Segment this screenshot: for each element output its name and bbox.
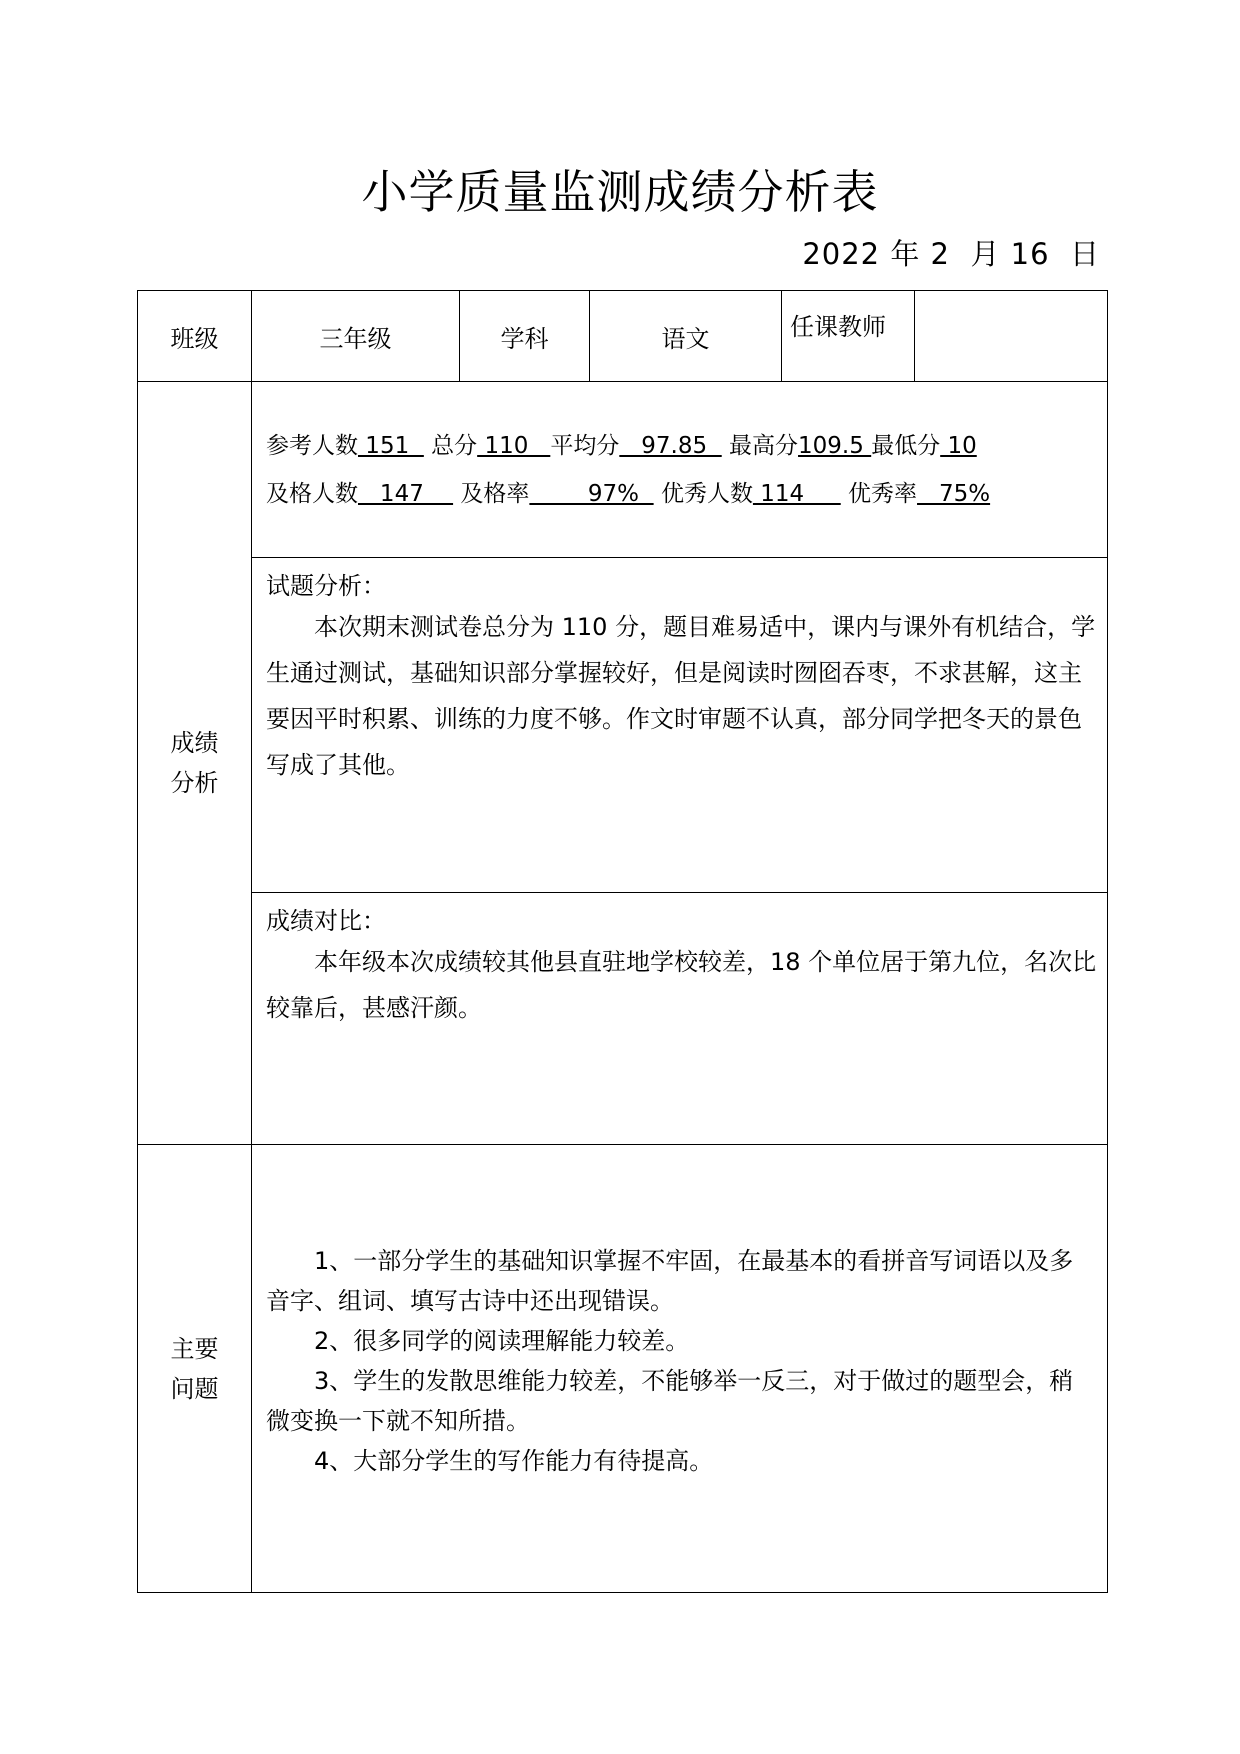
pass-rate-value: 97% <box>529 481 654 507</box>
participants-value: 151 <box>358 433 424 459</box>
question-analysis-text: 本次期末测试卷总分为 110 分，题目难易适中，课内与课外有机结合，学生通过测试，基础知识部分掌握较好，但是阅读时囫囵吞枣，不求甚解，这主要因平时积累、训练的力度不够。作文时审题不认真，部分同学把冬天的景色写成了其他。 <box>266 613 1096 779</box>
problem-item: 4、大部分学生的写作能力有待提高。 <box>314 1447 714 1475</box>
participants-label: 参考人数 <box>266 433 358 459</box>
problems-cell <box>252 1145 1108 1593</box>
stats-row <box>138 382 1108 558</box>
analysis-table <box>137 290 1108 1593</box>
header-row <box>138 291 1108 382</box>
comparison-text: 本年级本次成绩较其他县直驻地学校较差，18 个单位居于第九位，名次比较靠后，甚感汗颜。 <box>266 948 1097 1022</box>
excellent-count-value: 114 <box>752 481 841 507</box>
stats-cell <box>252 382 1108 558</box>
question-analysis-cell <box>252 558 1108 893</box>
excellent-rate-value: 75% <box>917 481 991 507</box>
excellent-rate-label: 优秀率 <box>848 481 918 507</box>
side-label-line-1: 成绩 <box>170 729 219 757</box>
comparison-title: 成绩对比： <box>266 907 386 935</box>
total-label: 总分 <box>431 433 478 459</box>
problem-item: 3、学生的发散思维能力较差，不能够举一反三，对于做过的题型会，稍微变换一下就不知所措。 <box>266 1367 1074 1435</box>
pass-count-value: 147 <box>358 481 454 507</box>
side-label-line-2: 分析 <box>170 769 219 797</box>
teacher-label: 任课教师 <box>782 291 915 382</box>
document-date: 2022 年 2 月 16 日 <box>802 237 1100 271</box>
problem-item: 2、很多同学的阅读理解能力较差。 <box>314 1327 690 1355</box>
total-value: 110 <box>477 433 551 459</box>
excellent-count-label: 优秀人数 <box>660 481 753 507</box>
score-analysis-side-label <box>138 382 252 1145</box>
comparison-row <box>138 893 1108 1145</box>
average-label: 平均分 <box>550 433 620 459</box>
problems-row <box>138 1145 1108 1593</box>
max-value: 109.5 <box>798 433 872 459</box>
min-label: 最低分 <box>871 433 941 459</box>
problems-label-line-2: 问题 <box>170 1374 219 1403</box>
problems-label-line-1: 主要 <box>170 1334 219 1363</box>
problem-item: 1、一部分学生的基础知识掌握不牢固，在最基本的看拼音写词语以及多音字、组词、填写古诗中还出现错误。 <box>266 1247 1074 1315</box>
class-label: 班级 <box>138 291 252 382</box>
main-problems-side-label <box>138 1145 252 1593</box>
comparison-cell <box>252 893 1108 1145</box>
average-value: 97.85 <box>619 433 722 459</box>
question-analysis-title: 试题分析： <box>266 572 386 600</box>
class-value: 三年级 <box>252 291 460 382</box>
pass-count-label: 及格人数 <box>266 481 358 507</box>
pass-rate-label: 及格率 <box>460 481 530 507</box>
problems-list <box>266 1145 1097 1481</box>
stats-block <box>266 382 1097 518</box>
subject-value: 语文 <box>590 291 782 382</box>
subject-label: 学科 <box>460 291 590 382</box>
min-value: 10 <box>940 433 977 459</box>
stats-line-1 <box>266 422 1097 470</box>
max-label: 最高分 <box>729 433 799 459</box>
teacher-value <box>915 291 1108 382</box>
stats-line-2 <box>266 470 1097 518</box>
document-title: 小学质量监测成绩分析表 <box>361 165 879 219</box>
question-analysis-row <box>138 558 1108 893</box>
